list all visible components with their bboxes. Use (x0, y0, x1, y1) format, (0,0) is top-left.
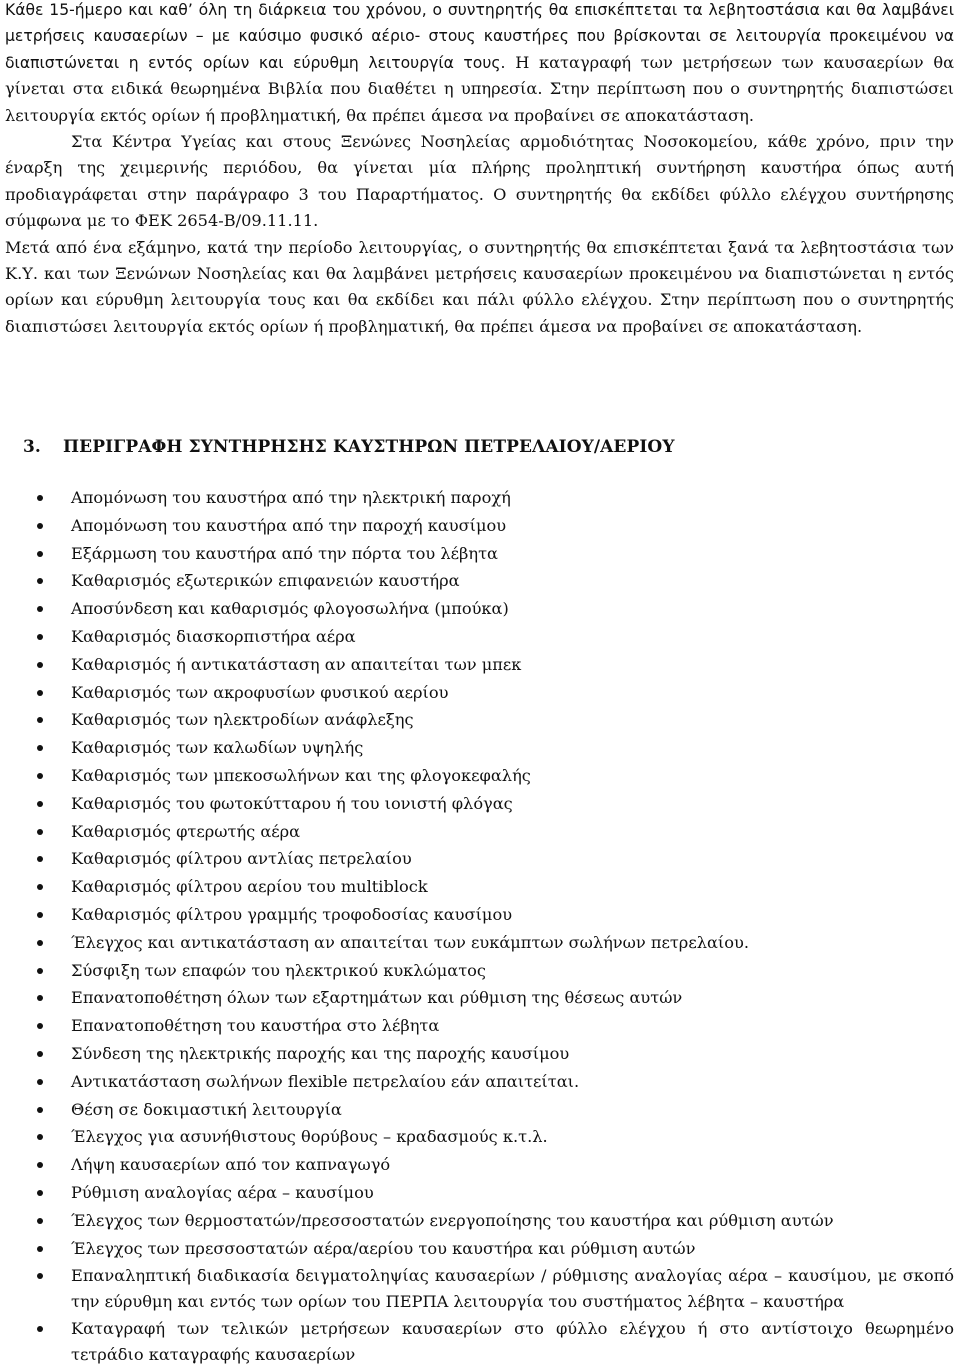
bullet-icon (37, 884, 43, 890)
bullet-icon (37, 551, 43, 557)
list-item: Επαναληπτική διαδικασία δειγματοληψίας καυσαερίων / ρύθμισης αναλογίας αέρα – καυσίμου, με σκοπό την εύρυθμη και εντός των ορίων του ΠΕΡΠΑ λειτουργία του συστήματος λέβητα – καυστήρα (0, 1262, 960, 1315)
list-item: Απομόνωση του καυστήρα από την ηλεκτρική παροχή (0, 484, 960, 512)
list-item: Λήψη καυσαερίων από τον καπναγωγό (0, 1151, 960, 1179)
list-item: Καθαρισμός φίλτρου γραμμής τροφοδοσίας καυσίμου (0, 901, 960, 929)
intro-paragraph-2: Στα Κέντρα Υγείας και στους Ξενώνες Νοσηλείας αρμοδιότητας Νοσοκομείου, κάθε χρόνο, πριν την έναρξη της χειμερινής περιόδου, θα γίνεται μία πλήρης προληπτική συντήρηση καυστήρα όπως αυτή προδιαγράφεται στην παράγραφο 3 του Παραρτήματος. Ο συντηρητής θα εκδίδει φύλλο ελέγχου συντήρησης σύμφωνα με το ΦΕΚ 2654-Β/09.11.11. (5, 132, 954, 231)
bullet-icon (37, 495, 43, 501)
list-item: Καθαρισμός των καλωδίων υψηλής (0, 734, 960, 762)
list-item: Καθαρισμός φίλτρου αντλίας πετρελαίου (0, 845, 960, 873)
list-item: Καθαρισμός φίλτρου αερίου του multiblock (0, 873, 960, 901)
section-number: 3. (23, 437, 41, 457)
bullet-icon (37, 1218, 43, 1224)
list-item: Καθαρισμός διασκορπιστήρα αέρα (0, 623, 960, 651)
bullet-icon (37, 523, 43, 529)
bullet-icon (37, 606, 43, 612)
list-item: Επανατοποθέτηση του καυστήρα στο λέβητα (0, 1012, 960, 1040)
list-item: Καθαρισμός του φωτοκύτταρου ή του ιονιστή φλόγας (0, 790, 960, 818)
bullet-icon (37, 1134, 43, 1140)
intro-paragraph-3: Μετά από ένα εξάμηνο, κατά την περίοδο λειτουργίας, ο συντηρητής θα επισκέπτεται ξανά τα λεβητοστάσια των Κ.Υ. και των Ξενώνων Νοσηλείας και θα λαμβάνει μετρήσεις καυσαερίων προκειμένου να διαπιστώνεται η εντός ορίων και εύρυθμη λειτουργία τους και θα εκδίδει και πάλι φύλλο ελέγχου. Στην περίπτωση που ο συντηρητής διαπιστώσει λειτουργία εκτός ορίων ή προβληματική, θα πρέπει άμεσα να προβαίνει σε αποκατάσταση. (5, 237, 954, 336)
section-title: ΠΕΡΙΓΡΑΦΗ ΣΥΝΤΗΡΗΣΗΣ ΚΑΥΣΤΗΡΩΝ ΠΕΤΡΕΛΑΙΟΥ/ΑΕΡΙΟΥ (63, 437, 675, 457)
bullet-icon (37, 1162, 43, 1168)
bullet-icon (37, 773, 43, 779)
bullet-icon (37, 912, 43, 918)
bullet-icon (37, 856, 43, 862)
list-item: Θέση σε δοκιμαστική λειτουργία (0, 1096, 960, 1124)
bullet-icon (37, 829, 43, 835)
bullet-icon (37, 1051, 43, 1057)
bullet-icon (37, 717, 43, 723)
list-item: Επανατοποθέτηση όλων των εξαρτημάτων και ρύθμιση της θέσεως αυτών (0, 984, 960, 1012)
list-item: Καθαρισμός φτερωτής αέρα (0, 818, 960, 846)
bullet-icon (37, 940, 43, 946)
bullet-icon (37, 578, 43, 584)
list-item: Σύνδεση της ηλεκτρικής παροχής και της παροχής καυσίμου (0, 1040, 960, 1068)
intro-paragraph-1-serif-part: Η καταγραφή των μετρήσεων των καυσαερίων θα γίνεται στα ειδικά θεωρημένα Βιβλία που διαθέτει η υπηρεσία. Στην περίπτωση που ο συντηρητής διαπιστώσει λειτουργία εκτός ορίων ή προβληματική, θα πρέπει άμεσα να προβαίνει σε αποκατάσταση. (5, 52, 954, 125)
bullet-icon (37, 801, 43, 807)
list-item: Σύσφιξη των επαφών του ηλεκτρικού κυκλώματος (0, 957, 960, 985)
bullet-icon (37, 1273, 43, 1279)
list-item: Καθαρισμός των ηλεκτροδίων ανάφλεξης (0, 706, 960, 734)
section-heading (23, 434, 675, 460)
intro-paragraph-1-sans-part: Κάθε 15-ήμερο και καθ’ όλη τη διάρκεια του χρόνου, ο συντηρητής θα επισκέπτεται τα λεβητοστάσια και θα λαμβάνει μετρήσεις καυσαερίων – με καύσιμο φυσικό αέριο- στους καυστήρες που βρίσκονται σε λειτουργία προκειμένου να διαπιστώνεται η εντός ορίων και εύρυθμη λειτουργία τους. (5, 1, 954, 72)
bullet-icon (37, 634, 43, 640)
bullet-icon (37, 1107, 43, 1113)
list-item: Καθαρισμός ή αντικατάσταση αν απαιτείται των μπεκ (0, 651, 960, 679)
bullet-icon (37, 1326, 43, 1332)
list-item: Ρύθμιση αναλογίας αέρα – καυσίμου (0, 1179, 960, 1207)
list-item: Εξάρμωση του καυστήρα από την πόρτα του λέβητα (0, 540, 960, 568)
list-item: Απομόνωση του καυστήρα από την παροχή καυσίμου (0, 512, 960, 540)
list-item: Αντικατάσταση σωλήνων flexible πετρελαίου εάν απαιτείται. (0, 1068, 960, 1096)
list-item: Καταγραφή των τελικών μετρήσεων καυσαερίων στο φύλλο ελέγχου ή στο αντίστοιχο θεωρημένο τετράδιο καταγραφής καυσαερίων (0, 1315, 960, 1368)
list-item: Έλεγχος των θερμοστατών/πρεσσοστατών ενεργοποίησης του καυστήρα και ρύθμιση αυτών (0, 1207, 960, 1235)
list-item: Έλεγχος για ασυνήθιστους θορύβους – κραδασμούς κ.τ.λ. (0, 1123, 960, 1151)
intro-paragraph-1 (5, 0, 954, 129)
bullet-icon (37, 745, 43, 751)
list-item: Καθαρισμός εξωτερικών επιφανειών καυστήρα (0, 567, 960, 595)
list-item: Καθαρισμός των ακροφυσίων φυσικού αερίου (0, 679, 960, 707)
bullet-icon (37, 690, 43, 696)
list-item: Αποσύνδεση και καθαρισμός φλογοσωλήνα (μπούκα) (0, 595, 960, 623)
bullet-icon (37, 1190, 43, 1196)
maintenance-steps-list (0, 484, 960, 1368)
bullet-icon (37, 662, 43, 668)
bullet-icon (37, 1246, 43, 1252)
bullet-icon (37, 968, 43, 974)
list-item: Έλεγχος και αντικατάσταση αν απαιτείται των ευκάμπτων σωλήνων πετρελαίου. (0, 929, 960, 957)
list-item: Έλεγχος των πρεσσοστατών αέρα/αερίου του καυστήρα και ρύθμιση αυτών (0, 1235, 960, 1263)
list-item: Καθαρισμός των μπεκοσωλήνων και της φλογοκεφαλής (0, 762, 960, 790)
bullet-icon (37, 1023, 43, 1029)
bullet-icon (37, 1079, 43, 1085)
bullet-icon (37, 995, 43, 1001)
